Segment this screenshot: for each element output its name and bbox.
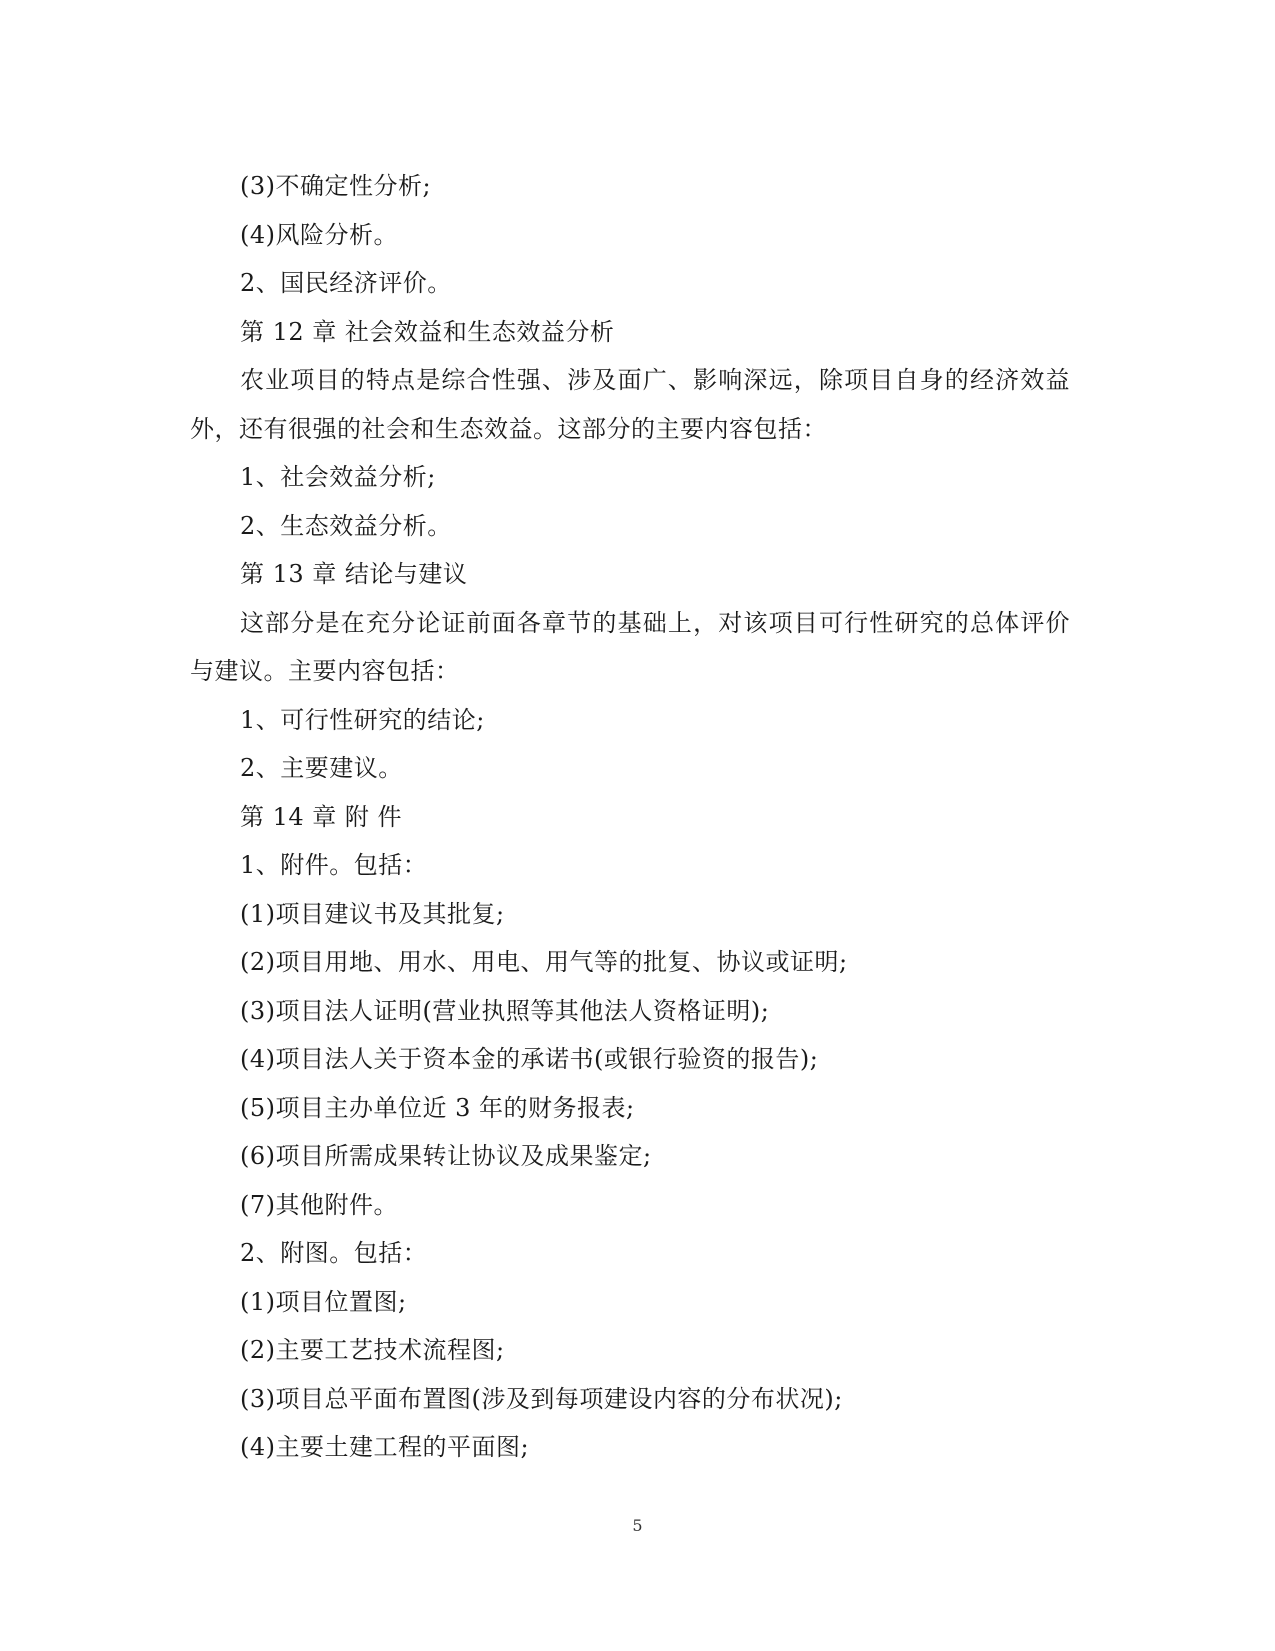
chapter-12-paragraph: 农业项目的特点是综合性强、涉及面广、影响深远，除项目自身的经济效益外，还有很强的社会和生态效益。这部分的主要内容包括： — [190, 366, 1070, 443]
list-item-attachment-1: (1)项目建议书及其批复; — [240, 899, 505, 928]
chapter-14-heading: 第 14 章 附 件 — [240, 802, 403, 831]
list-item-attachment-3: (3)项目法人证明(营业执照等其他法人资格证明); — [240, 996, 770, 1025]
list-item-feasibility-conclusion: 1、可行性研究的结论; — [240, 705, 485, 734]
list-item-attachments: 1、附件。包括： — [240, 851, 428, 879]
page-number: 5 — [632, 1516, 643, 1535]
list-item-uncertainty-analysis: (3)不确定性分析; — [240, 172, 432, 200]
list-item-ecological-benefit: 2、生态效益分析。 — [240, 511, 452, 540]
chapter-12-heading: 第 12 章 社会效益和生态效益分析 — [240, 317, 615, 346]
chapter-13-heading: 第 13 章 结论与建议 — [240, 560, 468, 588]
list-item-national-economic-evaluation: 2、国民经济评价。 — [240, 269, 452, 297]
list-item-figure-1: (1)项目位置图; — [240, 1287, 407, 1316]
list-item-risk-analysis: (4)风险分析。 — [240, 220, 398, 249]
list-item-figure-2: (2)主要工艺技术流程图; — [240, 1336, 505, 1364]
list-item-attachment-2: (2)项目用地、用水、用电、用气等的批复、协议或证明; — [240, 948, 848, 976]
list-item-attachment-7: (7)其他附件。 — [240, 1190, 398, 1219]
list-item-attachment-6: (6)项目所需成果转让协议及成果鉴定; — [240, 1142, 652, 1170]
list-item-attachment-5: (5)项目主办单位近 3 年的财务报表; — [240, 1093, 635, 1122]
list-item-figures: 2、附图。包括： — [240, 1239, 428, 1267]
list-item-attachment-4: (4)项目法人关于资本金的承诺书(或银行验资的报告); — [240, 1045, 819, 1073]
list-item-figure-3: (3)项目总平面布置图(涉及到每项建设内容的分布状况); — [240, 1384, 843, 1413]
list-item-social-benefit: 1、社会效益分析; — [240, 463, 436, 491]
document-body — [190, 162, 1070, 1472]
chapter-13-paragraph: 这部分是在充分论证前面各章节的基础上，对该项目可行性研究的总体评价与建议。主要内容包括： — [190, 608, 1070, 685]
list-item-figure-4: (4)主要土建工程的平面图; — [240, 1433, 530, 1461]
list-item-main-suggestions: 2、主要建议。 — [240, 754, 403, 782]
